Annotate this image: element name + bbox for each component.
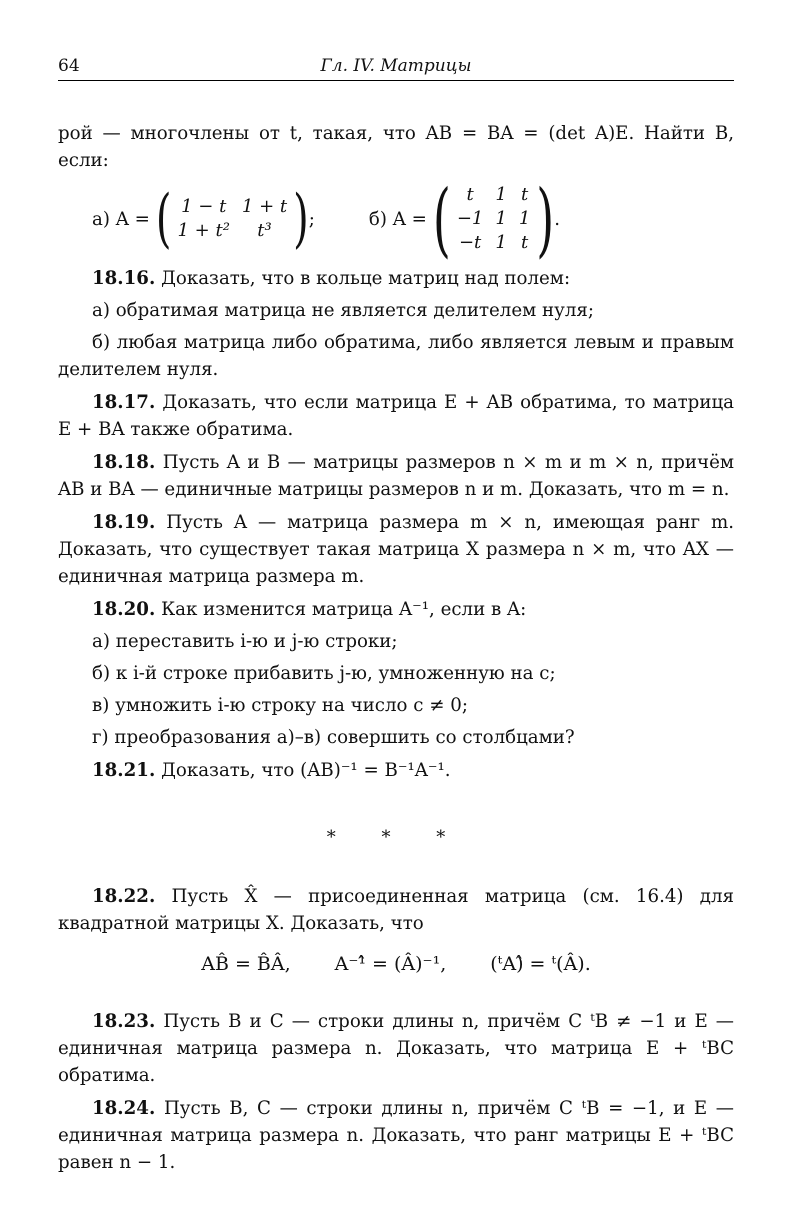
problem-item <box>58 509 734 590</box>
section-separator: * * * <box>326 827 466 848</box>
problem-item <box>58 1095 734 1176</box>
problem-subitem <box>58 628 734 655</box>
problem-18-22 <box>58 883 734 937</box>
problem-text: г) преобразования а)–в) совершить со столбцами? <box>92 727 575 748</box>
problem-item <box>58 389 734 443</box>
problem-subitem <box>58 660 734 687</box>
matrix-cell: t <box>466 184 474 205</box>
matrix-row <box>451 183 536 207</box>
problem-subitem <box>58 724 734 751</box>
matrix-cell: 1 <box>495 184 507 205</box>
matrix-a-table <box>171 195 293 243</box>
matrix-row <box>171 195 293 219</box>
problem-number: 18.20. <box>92 599 156 620</box>
matrix-cell: 1 − t <box>181 196 227 217</box>
matrix-b <box>432 171 555 267</box>
problem-text: Доказать, что если матрица E + AB обратима, то матрица E + BA также обратима. <box>58 392 734 440</box>
problem-item <box>58 449 734 503</box>
formula-part-3: (ᵗA)̂ = ᵗ(Â). <box>490 953 591 975</box>
problem-number: 18.19. <box>92 512 156 533</box>
matrix-row <box>171 219 293 243</box>
intro-text: рой — многочлены от t, такая, что AB = BA = (det A)E. Найти B, если: <box>58 123 734 171</box>
left-paren-icon: ( <box>432 171 451 267</box>
formula-part-2: A⁻¹̂ = (Â)⁻¹, <box>334 953 447 975</box>
page-number: 64 <box>58 56 80 76</box>
matrix-cell: t <box>520 184 529 205</box>
problem-item <box>58 265 734 292</box>
problem-text: а) обратимая матрица не является делителем нуля; <box>92 300 595 321</box>
problem-number: 18.24. <box>92 1098 156 1119</box>
problem-list <box>58 265 734 784</box>
book-page <box>58 0 734 1230</box>
page-body <box>58 120 734 1181</box>
matrices-line <box>92 171 734 267</box>
matrix-cell: t <box>520 232 529 253</box>
problem-text: Пусть B, C — строки длины n, причём C ᵗB = −1, и E — единичная матрица размера n. Доказать, что ранг матрицы E + ᵗBC равен n − 1. <box>58 1098 734 1173</box>
matrix-cell: 1 <box>495 232 507 253</box>
problem-text: в) умножить i-ю строку на число c ≠ 0; <box>92 695 468 716</box>
running-header <box>58 54 734 81</box>
problem-number: 18.17. <box>92 392 156 413</box>
problem-text: Пусть B и C — строки длины n, причём C ᵗB ≠ −1 и E — единичная матрица размера n. Доказать, что матрица E + ᵗBC обратима. <box>58 1011 734 1086</box>
problem-list-end <box>58 1008 734 1176</box>
matrix-cell: 1 + t² <box>177 220 230 241</box>
problem-subitem <box>58 329 734 383</box>
problem-subitem <box>58 297 734 324</box>
problem-number: 18.18. <box>92 452 156 473</box>
matrix-row <box>451 207 536 231</box>
matrix-a-end: ; <box>308 208 315 230</box>
problem-subitem <box>58 692 734 719</box>
left-paren-icon: ( <box>155 182 172 256</box>
problem-text: б) любая матрица либо обратима, либо является левым и правым делителем нуля. <box>58 332 734 380</box>
problem-number: 18.21. <box>92 760 156 781</box>
matrix-cell: 1 + t <box>241 196 288 217</box>
display-formula <box>58 951 734 978</box>
matrix-b-label: б) A = <box>368 208 427 230</box>
problem-number: 18.16. <box>92 268 156 289</box>
matrix-cell: 1 <box>495 208 507 229</box>
matrix-b-table <box>451 183 536 255</box>
problem-text: Пусть A — матрица размера m × n, имеющая ранг m. Доказать, что существует такая матрица X размера n × m, что AX — единичная матрица размера m. <box>58 512 734 587</box>
matrix-a <box>155 182 309 256</box>
problem-text: б) к i-й строке прибавить j-ю, умноженную на c; <box>92 663 556 684</box>
problem-item <box>58 596 734 623</box>
right-paren-icon: ) <box>293 182 309 256</box>
formula-part-1: AB̂ = B̂Â, <box>201 953 291 975</box>
problem-number: 18.23. <box>92 1011 156 1032</box>
problem-text: Пусть X̂ — присоединенная матрица (см. 16.4) для квадратной матрицы X. Доказать, что <box>58 886 734 934</box>
problem-text: а) переставить i-ю и j-ю строки; <box>92 631 398 652</box>
matrix-cell: 1 <box>518 208 531 229</box>
matrix-cell: −t <box>458 232 482 253</box>
matrix-cell: t³ <box>257 220 272 241</box>
problem-text: Доказать, что (AB)⁻¹ = B⁻¹A⁻¹. <box>161 760 451 781</box>
problem-number: 18.22. <box>92 886 156 907</box>
matrix-cell: −1 <box>456 208 484 229</box>
problem-text: Как изменится матрица A⁻¹, если в A: <box>161 599 527 620</box>
matrix-b-end: . <box>554 208 561 230</box>
chapter-title: Гл. IV. Матрицы <box>320 56 472 76</box>
problem-item <box>58 757 734 784</box>
problem-item <box>58 1008 734 1089</box>
problem-text: Пусть A и B — матрицы размеров n × m и m × n, причём AB и BA — единичные матрицы размеров n и m. Доказать, что m = n. <box>58 452 734 500</box>
matrix-a-label: а) A = <box>92 208 150 230</box>
right-paren-icon: ) <box>536 171 555 267</box>
problem-text: Доказать, что в кольце матриц над полем: <box>161 268 571 289</box>
matrix-row <box>451 231 536 255</box>
